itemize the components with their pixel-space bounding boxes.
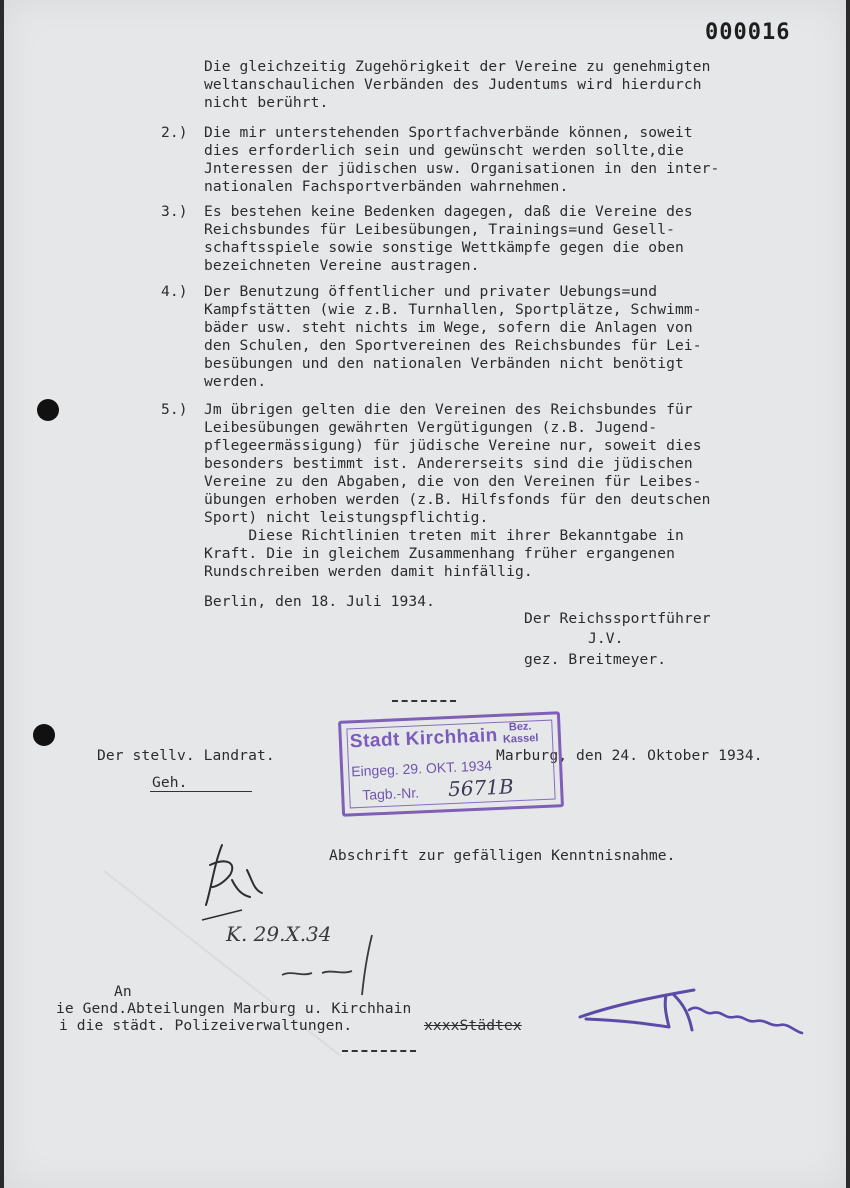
stamp-received-date: Eingeg. 29. OKT. 1934 — [350, 757, 493, 780]
abschrift-line: Abschrift zur gefälligen Kenntnisnahme. — [329, 847, 676, 864]
item-line: Leibesübungen gewährten Vergütigungen (z.B. Jugend- — [204, 419, 658, 436]
item-number: 3.) — [161, 203, 188, 220]
item-line: werden. — [204, 373, 267, 390]
handwritten-scribble — [272, 925, 412, 1000]
item-line: schaftsspiele sowie sonstige Wettkämpfe gegen die oben — [204, 239, 684, 256]
stamp-tagb-number: 5671B — [447, 774, 515, 802]
item-line: übungen erhoben werden (z.B. Hilfsfonds für den deutschen — [204, 491, 711, 508]
item-line: Vereine zu den Abgaben, die von den Vereinen für Leibes- — [204, 473, 702, 490]
stamp-office: Stadt Kirchhain — [349, 724, 499, 753]
recipients-heading: An — [114, 983, 132, 1000]
item-line: Jnteressen der jüdischen usw. Organisationen in den inter- — [204, 160, 720, 177]
stamp-bez: Bez. — [508, 720, 532, 734]
item-line: bäder usw. steht nichts im Wege, sofern die Anlagen von — [204, 319, 693, 336]
closing-line: Diese Richtlinien treten mit ihrer Bekanntgabe in — [204, 527, 684, 544]
intro-line: Die gleichzeitig Zugehörigkeit der Vereine zu genehmigten — [204, 58, 711, 75]
item-line: Der Benutzung öffentlicher und privater Uebungs=und — [204, 283, 658, 300]
recipient-line: i die städt. Polizeiverwaltungen. — [59, 1017, 353, 1034]
item-line: besübungen und den nationalen Verbänden nicht benötigt — [204, 355, 684, 372]
item-line: nationalen Fachsportverbänden wahrnehmen. — [204, 178, 569, 195]
initials-handwriting — [192, 835, 282, 930]
stamp-district — [502, 720, 538, 746]
place-date: Berlin, den 18. Juli 1934. — [204, 593, 436, 610]
item-line: Kampfstätten (wie z.B. Turnhallen, Sportplätze, Schwimm- — [204, 301, 702, 318]
closing-line: Rundschreiben werden damit hinfällig. — [204, 563, 533, 580]
stamp-kassel: Kassel — [502, 732, 539, 746]
received-stamp — [338, 711, 564, 817]
item-line: pflegeermässigung) für jüdische Vereine nur, soweit dies — [204, 437, 702, 454]
geh-label: Geh. — [152, 774, 188, 791]
intro-line: weltanschaulichen Verbänden des Judentums wird hierdurch — [204, 76, 702, 93]
stamp-tagb-label: Tagb.-Nr. — [361, 784, 420, 803]
bottom-separator-line — [342, 1050, 416, 1052]
item-line: Sport) nicht leistungspflichtig. — [204, 509, 489, 526]
item-line: besonders bestimmt ist. Andererseits sind die jüdischen — [204, 455, 693, 472]
separator-line — [392, 700, 456, 702]
recipient-line: ie Gend.Abteilungen Marburg u. Kirchhain — [56, 1000, 412, 1017]
punch-hole-top — [37, 399, 59, 421]
sender-place-date: Marburg, den 24. Oktober 1934. — [496, 747, 763, 764]
sender: Der stellv. Landrat. — [97, 747, 275, 764]
item-number: 2.) — [161, 124, 188, 141]
item-number: 5.) — [161, 401, 188, 418]
ink-signature — [574, 975, 814, 1055]
punch-hole-bottom — [33, 724, 55, 746]
document-number: 000016 — [705, 20, 791, 45]
struck-text: xxxxStädtex — [424, 1017, 522, 1034]
item-line: den Schulen, den Sportvereinen des Reichsbundes für Lei- — [204, 337, 702, 354]
item-line: Die mir unterstehenden Sportfachverbände können, soweit — [204, 124, 693, 141]
document-page — [4, 0, 846, 1188]
item-line: dies erforderlich sein und gewünscht werden sollte,die — [204, 142, 684, 159]
item-line: bezeichneten Vereine austragen. — [204, 257, 480, 274]
signature-jv: J.V. — [588, 630, 624, 647]
item-line: Es bestehen keine Bedenken dagegen, daß die Vereine des — [204, 203, 693, 220]
item-line: Reichsbundes für Leibesübungen, Trainings=und Gesell- — [204, 221, 675, 238]
geh-underline — [150, 791, 252, 792]
signature-title: Der Reichssportführer — [524, 610, 711, 627]
handwritten-date-note: K. 29.X.34 — [226, 922, 332, 946]
item-line: Jm übrigen gelten die den Vereinen des Reichsbundes für — [204, 401, 693, 418]
closing-line: Kraft. Die in gleichem Zusammenhang früher ergangenen — [204, 545, 675, 562]
item-number: 4.) — [161, 283, 188, 300]
intro-line: nicht berührt. — [204, 94, 329, 111]
signature-name: gez. Breitmeyer. — [524, 651, 667, 668]
